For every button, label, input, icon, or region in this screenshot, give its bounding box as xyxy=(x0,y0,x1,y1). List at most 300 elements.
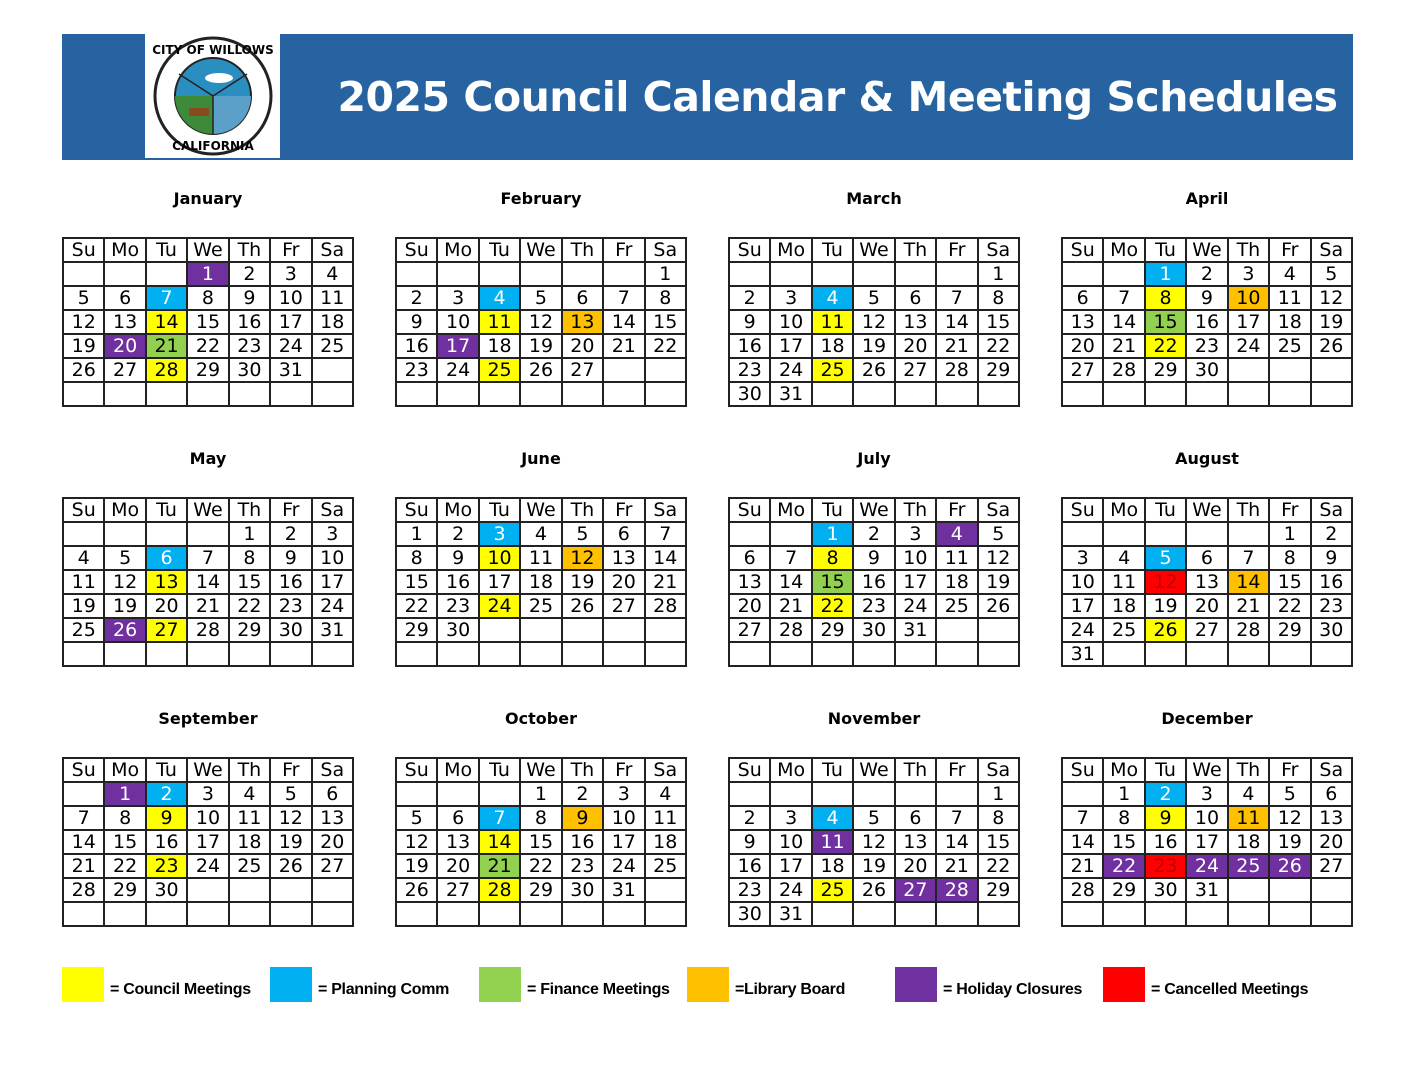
day-cell-council: 10 xyxy=(479,546,520,570)
day-cell: 31 xyxy=(895,618,936,642)
legend-label: = Cancelled Meetings xyxy=(1151,980,1309,998)
weekday-header: Mo xyxy=(770,238,811,262)
day-cell: 20 xyxy=(729,594,770,618)
day-cell: 30 xyxy=(270,618,311,642)
week-row xyxy=(729,358,1019,382)
empty-cell xyxy=(437,902,478,926)
legend-label: = Council Meetings xyxy=(110,980,251,998)
week-row xyxy=(1062,358,1352,382)
day-cell: 8 xyxy=(645,286,686,310)
week-row xyxy=(396,522,686,546)
day-cell: 13 xyxy=(437,830,478,854)
day-cell: 10 xyxy=(770,310,811,334)
empty-cell xyxy=(645,358,686,382)
day-cell: 24 xyxy=(437,358,478,382)
weekday-header: Su xyxy=(63,238,104,262)
day-cell: 15 xyxy=(187,310,228,334)
day-cell: 18 xyxy=(812,334,853,358)
day-cell-library: 9 xyxy=(562,806,603,830)
weekday-header-row xyxy=(729,758,1019,782)
day-cell: 17 xyxy=(770,334,811,358)
day-cell: 21 xyxy=(770,594,811,618)
day-cell: 3 xyxy=(187,782,228,806)
day-cell: 14 xyxy=(1062,830,1103,854)
day-cell: 20 xyxy=(312,830,353,854)
day-cell: 3 xyxy=(770,286,811,310)
day-cell: 18 xyxy=(520,570,561,594)
weekday-header: Su xyxy=(63,498,104,522)
day-cell: 14 xyxy=(1103,310,1144,334)
day-cell-council: 8 xyxy=(812,546,853,570)
day-cell: 5 xyxy=(853,286,894,310)
day-cell: 29 xyxy=(104,878,145,902)
legend-swatch xyxy=(687,967,729,1002)
empty-cell xyxy=(770,782,811,806)
empty-cell xyxy=(229,902,270,926)
page-title: 2025 Council Calendar & Meeting Schedules xyxy=(337,73,1338,121)
legend-item-planning xyxy=(270,967,449,1002)
month-title: February xyxy=(500,189,582,208)
empty-cell xyxy=(63,902,104,926)
day-cell: 3 xyxy=(1228,262,1269,286)
weekday-header: Mo xyxy=(104,498,145,522)
weekday-header: Fr xyxy=(603,498,644,522)
day-cell: 9 xyxy=(729,310,770,334)
empty-cell xyxy=(1103,902,1144,926)
day-cell: 27 xyxy=(312,854,353,878)
day-cell: 3 xyxy=(1186,782,1227,806)
day-cell: 15 xyxy=(104,830,145,854)
day-cell: 6 xyxy=(437,806,478,830)
week-row xyxy=(1062,618,1352,642)
day-cell: 14 xyxy=(63,830,104,854)
day-cell: 30 xyxy=(229,358,270,382)
empty-cell xyxy=(1186,642,1227,666)
day-cell-council: 9 xyxy=(1145,806,1186,830)
weekday-header: Mo xyxy=(104,238,145,262)
day-cell: 18 xyxy=(312,310,353,334)
day-cell: 4 xyxy=(1228,782,1269,806)
day-cell: 10 xyxy=(895,546,936,570)
day-cell: 27 xyxy=(1311,854,1352,878)
week-row xyxy=(1062,334,1352,358)
empty-cell xyxy=(520,642,561,666)
month-table xyxy=(728,497,1020,667)
week-row xyxy=(729,522,1019,546)
day-cell: 30 xyxy=(437,618,478,642)
day-cell-planning: 2 xyxy=(146,782,187,806)
day-cell: 7 xyxy=(936,806,977,830)
weekday-header: Th xyxy=(562,498,603,522)
day-cell: 27 xyxy=(104,358,145,382)
weekday-header: Tu xyxy=(146,238,187,262)
day-cell: 28 xyxy=(63,878,104,902)
weekday-header: Mo xyxy=(1103,498,1144,522)
day-cell: 1 xyxy=(520,782,561,806)
legend-item-council xyxy=(62,967,251,1002)
day-cell: 6 xyxy=(312,782,353,806)
day-cell: 15 xyxy=(1103,830,1144,854)
week-row xyxy=(63,310,353,334)
month-table xyxy=(395,237,687,407)
day-cell-council: 28 xyxy=(146,358,187,382)
day-cell: 9 xyxy=(1186,286,1227,310)
day-cell: 2 xyxy=(729,806,770,830)
empty-cell xyxy=(1228,878,1269,902)
day-cell: 22 xyxy=(978,334,1019,358)
weekday-header: Fr xyxy=(270,238,311,262)
month-title: March xyxy=(846,189,902,208)
empty-cell xyxy=(645,618,686,642)
day-cell-planning: 1 xyxy=(812,522,853,546)
weekday-header-row xyxy=(729,238,1019,262)
empty-cell xyxy=(1269,902,1310,926)
day-cell: 20 xyxy=(1186,594,1227,618)
day-cell: 22 xyxy=(104,854,145,878)
empty-cell xyxy=(770,522,811,546)
weekday-header: Fr xyxy=(1269,238,1310,262)
empty-cell xyxy=(853,382,894,406)
empty-cell xyxy=(1311,382,1352,406)
day-cell-holiday: 24 xyxy=(1186,854,1227,878)
day-cell: 18 xyxy=(229,830,270,854)
weekday-header: Tu xyxy=(479,758,520,782)
empty-cell xyxy=(1186,522,1227,546)
day-cell: 2 xyxy=(1311,522,1352,546)
day-cell: 1 xyxy=(1103,782,1144,806)
empty-cell xyxy=(812,262,853,286)
day-cell: 9 xyxy=(729,830,770,854)
week-row xyxy=(729,782,1019,806)
day-cell-holiday: 26 xyxy=(104,618,145,642)
day-cell: 26 xyxy=(562,594,603,618)
day-cell: 1 xyxy=(1269,522,1310,546)
day-cell: 3 xyxy=(603,782,644,806)
empty-cell xyxy=(812,642,853,666)
day-cell: 12 xyxy=(853,310,894,334)
weekday-header: Tu xyxy=(812,238,853,262)
week-row xyxy=(729,570,1019,594)
month-table xyxy=(1061,237,1353,407)
day-cell: 19 xyxy=(1269,830,1310,854)
week-row xyxy=(63,570,353,594)
week-row xyxy=(396,358,686,382)
empty-cell xyxy=(229,382,270,406)
day-cell: 24 xyxy=(895,594,936,618)
day-cell: 7 xyxy=(770,546,811,570)
weekday-header: Th xyxy=(229,238,270,262)
empty-cell xyxy=(812,782,853,806)
empty-cell xyxy=(1228,902,1269,926)
month-table xyxy=(395,497,687,667)
empty-cell xyxy=(1269,642,1310,666)
day-cell: 10 xyxy=(1062,570,1103,594)
empty-cell xyxy=(978,902,1019,926)
day-cell: 30 xyxy=(562,878,603,902)
weekday-header: Th xyxy=(895,758,936,782)
day-cell: 19 xyxy=(396,854,437,878)
week-row xyxy=(729,854,1019,878)
empty-cell xyxy=(562,262,603,286)
empty-cell xyxy=(146,262,187,286)
day-cell: 30 xyxy=(1186,358,1227,382)
day-cell: 12 xyxy=(1269,806,1310,830)
day-cell: 23 xyxy=(229,334,270,358)
day-cell: 14 xyxy=(603,310,644,334)
day-cell: 7 xyxy=(187,546,228,570)
day-cell: 16 xyxy=(270,570,311,594)
weekday-header: We xyxy=(187,498,228,522)
day-cell: 17 xyxy=(1062,594,1103,618)
day-cell: 12 xyxy=(396,830,437,854)
day-cell: 8 xyxy=(1269,546,1310,570)
day-cell: 12 xyxy=(1311,286,1352,310)
weekday-header: Fr xyxy=(936,498,977,522)
legend-label: = Finance Meetings xyxy=(527,980,670,998)
day-cell: 29 xyxy=(229,618,270,642)
day-cell: 31 xyxy=(603,878,644,902)
day-cell: 23 xyxy=(270,594,311,618)
day-cell-council: 25 xyxy=(479,358,520,382)
day-cell: 2 xyxy=(396,286,437,310)
empty-cell xyxy=(396,382,437,406)
day-cell: 23 xyxy=(729,358,770,382)
empty-cell xyxy=(729,522,770,546)
week-row xyxy=(1062,594,1352,618)
empty-cell xyxy=(1311,902,1352,926)
empty-cell xyxy=(936,262,977,286)
week-row xyxy=(63,334,353,358)
day-cell-council: 8 xyxy=(1145,286,1186,310)
week-row xyxy=(396,902,686,926)
week-row xyxy=(396,878,686,902)
legend-swatch xyxy=(1103,967,1145,1002)
day-cell: 12 xyxy=(63,310,104,334)
week-row xyxy=(1062,522,1352,546)
day-cell: 21 xyxy=(1228,594,1269,618)
day-cell: 10 xyxy=(312,546,353,570)
weekday-header: Fr xyxy=(1269,758,1310,782)
day-cell-finance: 21 xyxy=(146,334,187,358)
day-cell: 24 xyxy=(770,878,811,902)
empty-cell xyxy=(895,902,936,926)
week-row xyxy=(396,310,686,334)
weekday-header: Th xyxy=(1228,758,1269,782)
empty-cell xyxy=(1186,382,1227,406)
day-cell: 20 xyxy=(895,334,936,358)
weekday-header-row xyxy=(1062,758,1352,782)
month-table xyxy=(728,757,1020,927)
day-cell: 16 xyxy=(1186,310,1227,334)
week-row xyxy=(729,902,1019,926)
day-cell: 26 xyxy=(520,358,561,382)
empty-cell xyxy=(1145,382,1186,406)
empty-cell xyxy=(312,642,353,666)
day-cell-council: 22 xyxy=(1145,334,1186,358)
day-cell: 16 xyxy=(853,570,894,594)
empty-cell xyxy=(63,262,104,286)
day-cell-planning: 4 xyxy=(812,286,853,310)
day-cell: 25 xyxy=(312,334,353,358)
day-cell: 8 xyxy=(104,806,145,830)
day-cell-cancelled: 12 xyxy=(1145,570,1186,594)
day-cell: 19 xyxy=(1311,310,1352,334)
weekday-header: Tu xyxy=(479,238,520,262)
day-cell: 7 xyxy=(936,286,977,310)
legend-swatch xyxy=(479,967,521,1002)
month-title: October xyxy=(505,709,577,728)
day-cell-planning: 3 xyxy=(479,522,520,546)
empty-cell xyxy=(812,902,853,926)
day-cell: 27 xyxy=(895,358,936,382)
day-cell: 22 xyxy=(187,334,228,358)
empty-cell xyxy=(853,902,894,926)
day-cell: 15 xyxy=(396,570,437,594)
day-cell: 30 xyxy=(729,382,770,406)
day-cell: 11 xyxy=(936,546,977,570)
weekday-header-row xyxy=(63,498,353,522)
week-row xyxy=(396,286,686,310)
day-cell: 16 xyxy=(1311,570,1352,594)
month-table xyxy=(728,237,1020,407)
empty-cell xyxy=(520,618,561,642)
day-cell: 10 xyxy=(437,310,478,334)
empty-cell xyxy=(104,902,145,926)
day-cell: 6 xyxy=(895,286,936,310)
weekday-header: Th xyxy=(895,238,936,262)
day-cell: 13 xyxy=(729,570,770,594)
empty-cell xyxy=(187,878,228,902)
day-cell: 6 xyxy=(895,806,936,830)
empty-cell xyxy=(729,262,770,286)
day-cell: 3 xyxy=(270,262,311,286)
day-cell: 16 xyxy=(437,570,478,594)
month-title: November xyxy=(827,709,921,728)
empty-cell xyxy=(770,262,811,286)
week-row xyxy=(1062,642,1352,666)
empty-cell xyxy=(270,382,311,406)
weekday-header: We xyxy=(187,238,228,262)
empty-cell xyxy=(312,878,353,902)
day-cell: 22 xyxy=(1269,594,1310,618)
empty-cell xyxy=(396,902,437,926)
day-cell: 19 xyxy=(104,594,145,618)
weekday-header: We xyxy=(1186,498,1227,522)
day-cell: 29 xyxy=(396,618,437,642)
day-cell: 19 xyxy=(63,334,104,358)
month-march xyxy=(728,189,1020,407)
day-cell: 7 xyxy=(645,522,686,546)
day-cell: 28 xyxy=(770,618,811,642)
empty-cell xyxy=(978,618,1019,642)
day-cell: 30 xyxy=(146,878,187,902)
empty-cell xyxy=(520,382,561,406)
empty-cell xyxy=(978,642,1019,666)
weekday-header: Sa xyxy=(645,758,686,782)
empty-cell xyxy=(1103,382,1144,406)
weekday-header: Su xyxy=(396,758,437,782)
day-cell: 8 xyxy=(229,546,270,570)
day-cell: 31 xyxy=(1186,878,1227,902)
week-row xyxy=(396,854,686,878)
day-cell: 11 xyxy=(1269,286,1310,310)
empty-cell xyxy=(146,642,187,666)
day-cell: 13 xyxy=(895,830,936,854)
empty-cell xyxy=(978,382,1019,406)
day-cell: 11 xyxy=(1103,570,1144,594)
day-cell: 19 xyxy=(562,570,603,594)
month-title: August xyxy=(1175,449,1239,468)
day-cell: 4 xyxy=(1103,546,1144,570)
week-row xyxy=(396,830,686,854)
day-cell: 4 xyxy=(312,262,353,286)
weekday-header: We xyxy=(1186,758,1227,782)
weekday-header: Tu xyxy=(146,758,187,782)
day-cell: 5 xyxy=(562,522,603,546)
weekday-header-row xyxy=(729,498,1019,522)
legend-swatch xyxy=(62,967,104,1002)
empty-cell xyxy=(603,902,644,926)
day-cell-holiday: 26 xyxy=(1269,854,1310,878)
day-cell: 18 xyxy=(645,830,686,854)
day-cell: 23 xyxy=(562,854,603,878)
empty-cell xyxy=(146,522,187,546)
day-cell: 13 xyxy=(1311,806,1352,830)
day-cell: 30 xyxy=(1145,878,1186,902)
empty-cell xyxy=(1311,358,1352,382)
week-row xyxy=(63,358,353,382)
legend-item-library xyxy=(687,967,845,1002)
weekday-header: Mo xyxy=(770,758,811,782)
weekday-header: Su xyxy=(729,238,770,262)
day-cell: 6 xyxy=(603,522,644,546)
month-title: May xyxy=(189,449,227,468)
legend-label: = Holiday Closures xyxy=(943,980,1083,998)
day-cell: 29 xyxy=(187,358,228,382)
day-cell: 7 xyxy=(1103,286,1144,310)
month-february xyxy=(395,189,687,407)
month-title: September xyxy=(158,709,258,728)
day-cell-council: 24 xyxy=(479,594,520,618)
week-row xyxy=(1062,830,1352,854)
day-cell: 16 xyxy=(146,830,187,854)
empty-cell xyxy=(312,382,353,406)
month-title: December xyxy=(1161,709,1253,728)
day-cell-planning: 7 xyxy=(146,286,187,310)
day-cell: 31 xyxy=(312,618,353,642)
empty-cell xyxy=(562,902,603,926)
day-cell: 16 xyxy=(1145,830,1186,854)
weekday-header: We xyxy=(853,498,894,522)
day-cell-council: 13 xyxy=(146,570,187,594)
empty-cell xyxy=(1062,782,1103,806)
weekday-header: Fr xyxy=(270,758,311,782)
day-cell: 24 xyxy=(270,334,311,358)
week-row xyxy=(729,594,1019,618)
weekday-header: Su xyxy=(63,758,104,782)
empty-cell xyxy=(562,642,603,666)
week-row xyxy=(63,782,353,806)
day-cell: 27 xyxy=(437,878,478,902)
day-cell: 11 xyxy=(229,806,270,830)
weekday-header: Fr xyxy=(1269,498,1310,522)
empty-cell xyxy=(1145,642,1186,666)
day-cell: 9 xyxy=(229,286,270,310)
week-row xyxy=(396,806,686,830)
empty-cell xyxy=(63,642,104,666)
month-november xyxy=(728,709,1020,927)
day-cell: 3 xyxy=(770,806,811,830)
